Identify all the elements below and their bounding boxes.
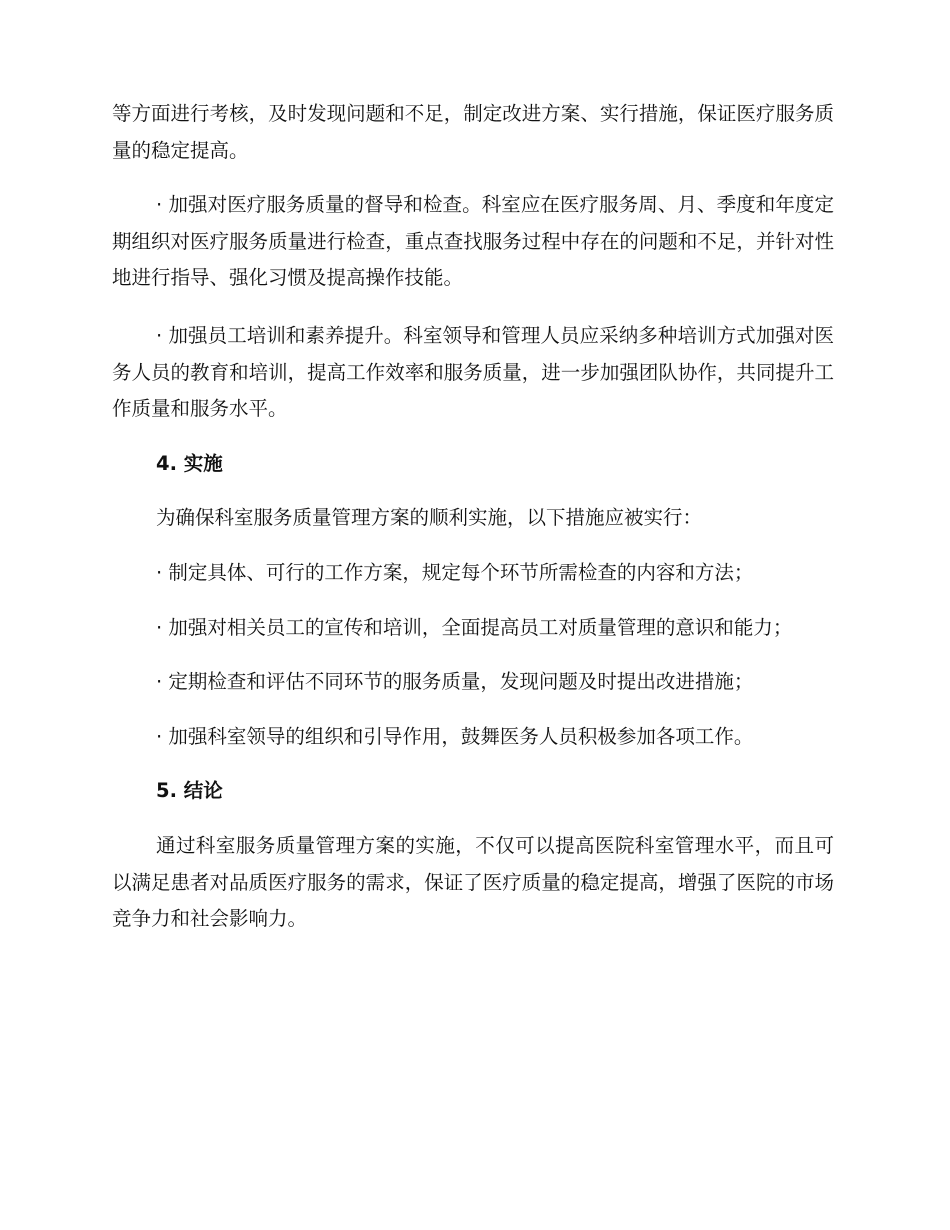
section-heading-implementation: 4. 实施 [156, 451, 223, 475]
bullet-item-plan: · 制定具体、可行的工作方案，规定每个环节所需检查的内容和方法； [156, 560, 754, 584]
bullet-item-evaluation: · 定期检查和评估不同环节的服务质量，发现问题及时提出改进措施； [156, 670, 754, 694]
paragraph-supervision: · 加强对医疗服务质量的督导和检查。科室应在医疗服务周、月、季度和年度定期组织对医疗服务质量进行检查，重点查找服务过程中存在的问题和不足，并针对性地进行指导、强化习惯及提高操作技能。 [112, 193, 834, 290]
bullet-item-publicity: · 加强对相关员工的宣传和培训，全面提高员工对质量管理的意识和能力； [156, 615, 793, 639]
paragraph-training: · 加强员工培训和素养提升。科室领导和管理人员应采纳多种培训方式加强对医务人员的教育和培训，提高工作效率和服务质量，进一步加强团队协作，共同提升工作质量和服务水平。 [112, 323, 834, 421]
document-page [112, 96, 834, 938]
paragraph-conclusion: 通过科室服务质量管理方案的实施，不仅可以提高医院科室管理水平，而且可以满足患者对品质医疗服务的需求，保证了医疗质量的稳定提高，增强了医院的市场竞争力和社会影响力。 [112, 833, 834, 931]
bullet-item-leadership: · 加强科室领导的组织和引导作用，鼓舞医务人员积极参加各项工作。 [156, 724, 754, 748]
paragraph-implementation-intro: 为确保科室服务质量管理方案的顺利实施，以下措施应被实行： [156, 506, 703, 530]
paragraph-continuation: 等方面进行考核，及时发现问题和不足，制定改进方案、实行措施，保证医疗服务质量的稳定提高。 [112, 102, 834, 162]
section-heading-conclusion: 5. 结论 [156, 779, 223, 803]
